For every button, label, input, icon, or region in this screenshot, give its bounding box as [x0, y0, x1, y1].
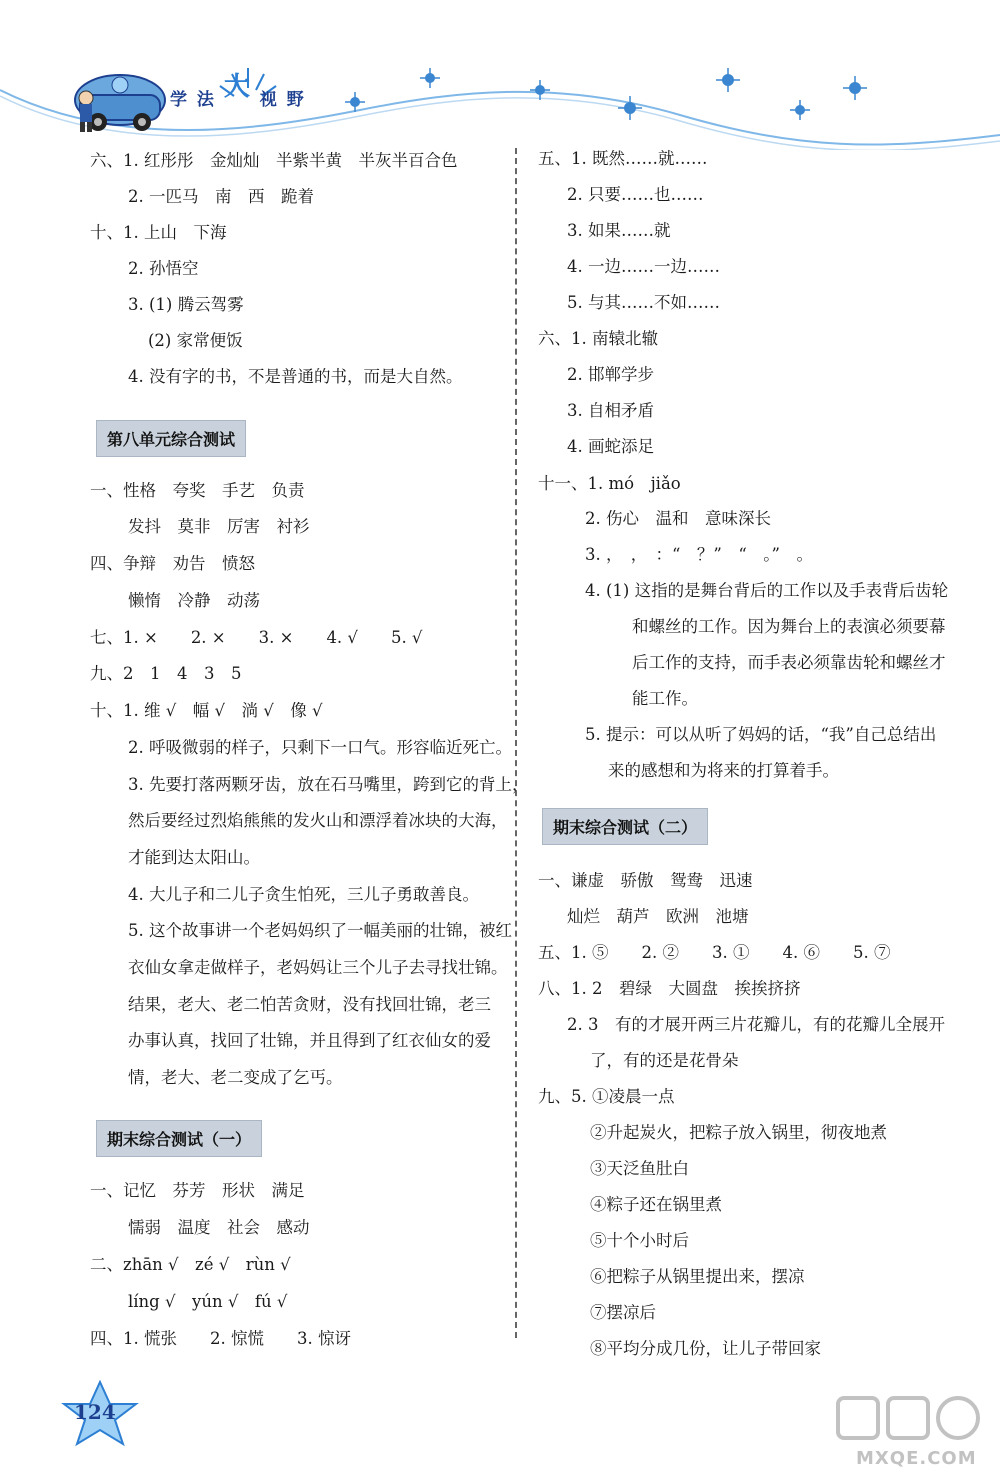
answer-line: 十一、1. mó jiǎo — [538, 474, 681, 493]
logo-char-3: 大 — [223, 72, 252, 102]
answer-line: 懦弱 温度 社会 感动 — [128, 1218, 310, 1237]
answer-line: 才能到达太阳山。 — [128, 848, 260, 867]
snowflake-icons — [350, 73, 861, 115]
answer-line: 了，有的还是花骨朵 — [590, 1051, 739, 1070]
answer-line: (2) 家常便饭 — [148, 331, 243, 350]
logo-char-4: 视 — [259, 90, 279, 110]
answer-line: 五、1. 既然……就…… — [538, 149, 708, 168]
answer-line: 九、2 1 4 3 5 — [90, 664, 242, 683]
logo-char-1: 学 — [170, 90, 189, 110]
answer-line: 懒惰 冷静 动荡 — [128, 591, 260, 610]
answer-line: 然后要经过烈焰熊熊的发火山和漂浮着冰块的大海， — [128, 811, 508, 830]
answer-line: 四、争辩 劝告 愤怒 — [90, 554, 255, 573]
column-divider — [515, 148, 517, 1338]
answer-line: 2. 只要……也…… — [567, 185, 704, 204]
answer-line: ⑥把粽子从锅里提出来，摆凉 — [590, 1267, 805, 1286]
page-header — [0, 40, 1000, 150]
watermark-logo-icon — [830, 1390, 990, 1450]
answer-line: 五、1. ⑤ 2. ② 3. ① 4. ⑥ 5. ⑦ — [538, 943, 891, 962]
answer-line: 2. 一匹马 南 西 跪着 — [128, 187, 314, 206]
answer-line: 十、1. 维 √ 幅 √ 淌 √ 像 √ — [90, 701, 323, 720]
answer-line: 八、1. 2 碧绿 大圆盘 挨挨挤挤 — [538, 979, 801, 998]
answer-line: 5. 与其……不如…… — [567, 293, 720, 312]
answer-line: 4. 画蛇添足 — [567, 437, 654, 456]
answer-line: ③天泛鱼肚白 — [590, 1159, 689, 1178]
answer-line: ⑦摆凉后 — [590, 1303, 656, 1322]
series-logo — [170, 72, 306, 113]
answer-line: 4. 没有字的书，不是普通的书，而是大自然。 — [128, 367, 463, 386]
answer-line: 和螺丝的工作。因为舞台上的表演必须要幕 — [632, 617, 946, 636]
answer-line: líng √ yún √ fú √ — [128, 1292, 288, 1311]
answer-line: 5. 这个故事讲一个老妈妈织了一幅美丽的壮锦，被红 — [128, 921, 512, 940]
answer-line: 二、zhān √ zé √ rùn √ — [90, 1255, 291, 1274]
answer-line: 2. 孙悟空 — [128, 259, 199, 278]
answer-line: 结果，老大、老二怕苦贪财，没有找回壮锦，老三 — [128, 995, 491, 1014]
answer-line: 2. 3 有的才展开两三片花瓣儿，有的花瓣儿全展开 — [567, 1015, 945, 1034]
answer-line: 六、1. 红彤彤 金灿灿 半紫半黄 半灰半百合色 — [90, 151, 458, 170]
watermark — [830, 1390, 990, 1475]
answer-line: ④粽子还在锅里煮 — [590, 1195, 722, 1214]
answer-line: ⑧平均分成几份，让儿子带回家 — [590, 1339, 821, 1358]
section-title-unit8: 第八单元综合测试 — [96, 420, 246, 457]
answer-line: 3. 自相矛盾 — [567, 401, 654, 420]
answer-line: 衣仙女拿走做样子，老妈妈让三个儿子去寻找壮锦。 — [128, 958, 508, 977]
answer-line: 一、记忆 芬芳 形状 满足 — [90, 1181, 305, 1200]
answer-line: 3. 如果……就 — [567, 221, 671, 240]
answer-line: 一、谦虚 骄傲 鸳鸯 迅速 — [538, 871, 753, 890]
answer-line: 2. 呼吸微弱的样子，只剩下一口气。形容临近死亡。 — [128, 738, 512, 757]
answer-line: 能工作。 — [632, 689, 698, 708]
answer-line: 六、1. 南辕北辙 — [538, 329, 658, 348]
answer-line: ⑤十个小时后 — [590, 1231, 689, 1250]
answer-line: 情，老大、老二变成了乞丐。 — [128, 1068, 343, 1087]
section-title-final2: 期末综合测试（二） — [542, 808, 708, 845]
answer-line: 十、1. 上山 下海 — [90, 223, 227, 242]
header-wave-decoration — [0, 40, 1000, 150]
answer-line: 2. 伤心 温和 意味深长 — [585, 509, 771, 528]
answer-line: 发抖 莫非 厉害 衬衫 — [128, 517, 310, 536]
answer-line: 办事认真，找回了壮锦，并且得到了红衣仙女的爱 — [128, 1031, 491, 1050]
logo-char-2: 法 — [196, 90, 216, 110]
page-number-badge — [60, 1380, 150, 1450]
answer-line: 3. (1) 腾云驾雾 — [128, 295, 244, 314]
answer-line: 七、1. × 2. × 3. × 4. √ 5. √ — [90, 628, 423, 647]
answer-line: 3. 先要打落两颗牙齿，放在石马嘴里，跨到它的背上， — [128, 775, 529, 794]
answer-line: 后工作的支持，而手表必须靠齿轮和螺丝才 — [632, 653, 946, 672]
watermark-text: MXQE.COM — [856, 1448, 977, 1469]
answer-line: 3. ， ， ：“ ？” “ 。” 。 — [585, 545, 813, 564]
answer-line: 来的感想和为将来的打算着手。 — [608, 761, 839, 780]
answer-line: 九、5. ①凌晨一点 — [538, 1087, 675, 1106]
answer-line: 4. 大儿子和二儿子贪生怕死，三儿子勇敢善良。 — [128, 885, 479, 904]
answer-line: 四、1. 慌张 2. 惊慌 3. 惊讶 — [90, 1329, 351, 1348]
answer-line: 4. 一边……一边…… — [567, 257, 720, 276]
logo-char-5: 野 — [286, 90, 306, 110]
answer-line: 4. (1) 这指的是舞台背后的工作以及手表背后齿轮 — [585, 581, 949, 600]
answer-line: 灿烂 葫芦 欧洲 池塘 — [567, 907, 749, 926]
answer-line: ②升起炭火，把粽子放入锅里，彻夜地煮 — [590, 1123, 887, 1142]
answer-line: 2. 邯郸学步 — [567, 365, 654, 384]
section-title-final1: 期末综合测试（一） — [96, 1120, 262, 1157]
answer-line: 5. 提示：可以从听了妈妈的话，“我”自己总结出 — [585, 725, 937, 744]
answer-line: 一、性格 夸奖 手艺 负责 — [90, 481, 305, 500]
page-number: 124 — [74, 1400, 116, 1424]
